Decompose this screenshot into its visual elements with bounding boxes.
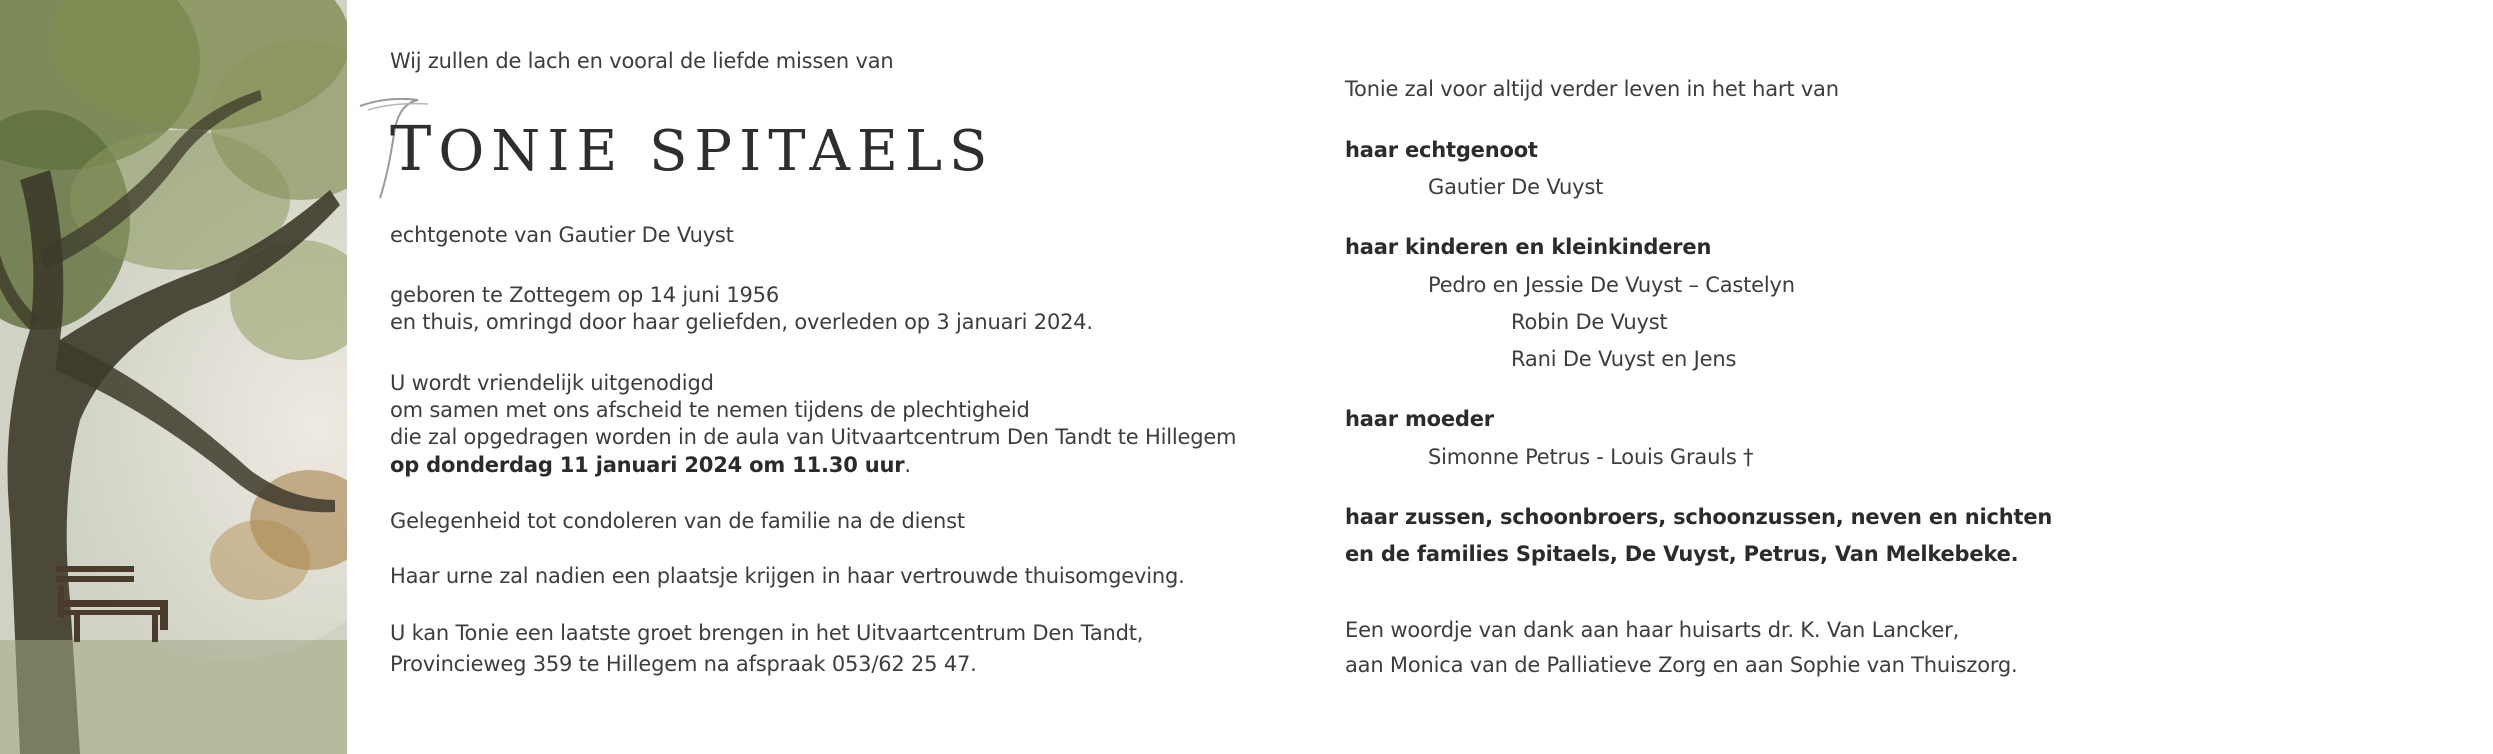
grandchild-name-2: Rani De Vuyst en Jens <box>1511 347 1737 371</box>
visit-line-2: Provincieweg 359 te Hillegem na afspraak 053/62 25 47. <box>390 652 977 676</box>
intro-text: Wij zullen de lach en vooral de liefde missen van <box>390 49 894 73</box>
remembrance-intro: Tonie zal voor altijd verder leven in het hart van <box>1345 77 1839 101</box>
condolence-line: Gelegenheid tot condoleren van de familie na de dienst <box>390 509 965 533</box>
tree-bench-photo <box>0 0 347 754</box>
name-initial: T <box>390 112 439 185</box>
invite-line-3: die zal opgedragen worden in de aula van Uitvaartcentrum Den Tandt te Hillegem <box>390 425 1237 449</box>
birth-line: geboren te Zottegem op 14 juni 1956 <box>390 283 779 307</box>
extended-family-line-2: en de families Spitaels, De Vuyst, Petrus, Van Melkebeke. <box>1345 542 2019 566</box>
tree-illustration <box>0 0 347 754</box>
mother-heading: haar moeder <box>1345 407 1494 431</box>
grandchild-name-1: Robin De Vuyst <box>1511 310 1668 334</box>
children-heading: haar kinderen en kleinkinderen <box>1345 235 1712 259</box>
deceased-name <box>390 112 994 185</box>
visit-line-1: U kan Tonie een laatste groet brengen in het Uitvaartcentrum Den Tandt, <box>390 621 1144 645</box>
spouse-line: echtgenote van Gautier De Vuyst <box>390 223 734 247</box>
death-line: en thuis, omringd door haar geliefden, overleden op 3 januari 2024. <box>390 310 1093 334</box>
name-rest: ONIE SPITAELS <box>438 119 995 184</box>
mother-name: Simonne Petrus - Louis Grauls † <box>1428 445 1754 469</box>
child-name: Pedro en Jessie De Vuyst – Castelyn <box>1428 273 1795 297</box>
invite-line-1: U wordt vriendelijk uitgenodigd <box>390 371 714 395</box>
thanks-line-1: Een woordje van dank aan haar huisarts dr. K. Van Lancker, <box>1345 618 1960 642</box>
ceremony-date-period: . <box>904 453 911 477</box>
spouse-name: Gautier De Vuyst <box>1428 175 1604 199</box>
invite-line-2: om samen met ons afscheid te nemen tijdens de plechtigheid <box>390 398 1030 422</box>
spouse-heading: haar echtgenoot <box>1345 138 1538 162</box>
extended-family-line-1: haar zussen, schoonbroers, schoonzussen, neven en nichten <box>1345 505 2053 529</box>
ceremony-date: op donderdag 11 januari 2024 om 11.30 uur <box>390 453 905 477</box>
thanks-line-2: aan Monica van de Palliatieve Zorg en aan Sophie van Thuiszorg. <box>1345 653 2018 677</box>
urn-line: Haar urne zal nadien een plaatsje krijgen in haar vertrouwde thuisomgeving. <box>390 564 1185 588</box>
ceremony-date-line <box>390 452 911 478</box>
